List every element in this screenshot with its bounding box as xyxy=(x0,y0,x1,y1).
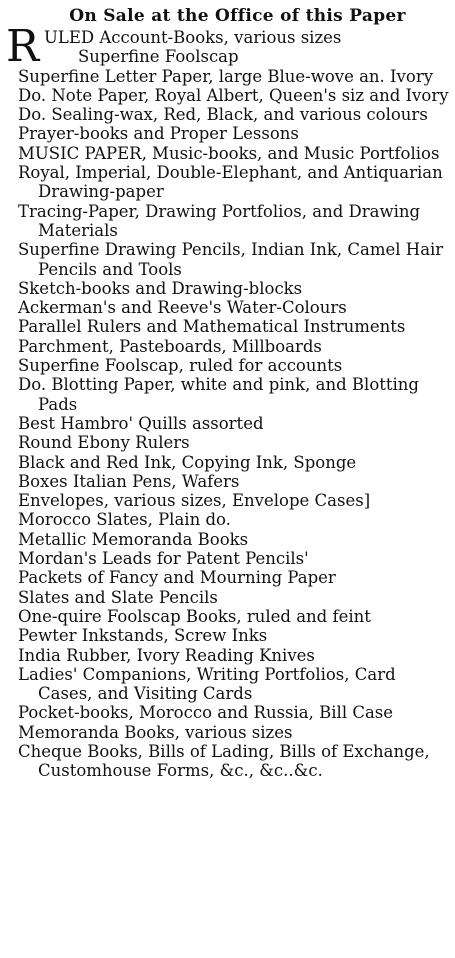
list-item: Metallic Memoranda Books xyxy=(18,529,249,549)
drop-cap: R xyxy=(6,21,40,72)
list-item: India Rubber, Ivory Reading Knives xyxy=(18,645,315,665)
list-item: Ladies' Companions, Writing Portfolios, Card Cases, and Visiting Cards xyxy=(18,664,396,704)
list-item: Pocket-books, Morocco and Russia, Bill Case xyxy=(18,703,394,723)
list-item: Superfine Drawing Pencils, Indian Ink, Camel Hair Pencils and Tools xyxy=(18,240,444,279)
list-item: Royal, Imperial, Double-Elephant, and Antiquarian Drawing-paper xyxy=(18,163,443,202)
first-line-continuation: Superfine Foolscap xyxy=(78,47,239,67)
list-item: Tracing-Paper, Drawing Portfolios, and Drawing Materials xyxy=(18,201,421,240)
list-item: Best Hambro' Quills assorted xyxy=(18,413,264,433)
list-item: Parchment, Pasteboards, Millboards xyxy=(18,336,322,356)
list-item: Morocco Slates, Plain do. xyxy=(18,510,231,530)
stationery-list xyxy=(6,21,449,781)
advert-heading: On Sale at the Office of this Paper xyxy=(69,6,406,26)
list-item: Mordan's Leads for Patent Pencils' xyxy=(18,549,309,569)
list-item: Envelopes, various sizes, Envelope Cases] xyxy=(18,491,371,511)
list-item: Prayer-books and Proper Lessons xyxy=(18,124,299,144)
list-item: Black and Red Ink, Copying Ink, Sponge xyxy=(18,452,357,472)
list-item-first xyxy=(6,21,449,72)
list-item: Packets of Fancy and Mourning Paper xyxy=(18,568,336,588)
list-item: Pewter Inkstands, Screw Inks xyxy=(18,626,268,646)
list-item: Boxes Italian Pens, Wafers xyxy=(18,471,240,491)
list-item: Parallel Rulers and Mathematical Instruments xyxy=(18,317,406,337)
list-item: Cheque Books, Bills of Lading, Bills of Exchange, Customhouse Forms, &c., &c..&c. xyxy=(18,741,430,781)
list-item: Slates and Slate Pencils xyxy=(18,587,218,607)
list-item: Ackerman's and Reeve's Water-Colours xyxy=(18,298,347,318)
list-item: Memoranda Books, various sizes xyxy=(18,722,293,742)
list-item: Do. Sealing-wax, Red, Black, and various colours xyxy=(18,105,428,125)
list-item: One-quire Foolscap Books, ruled and feint xyxy=(18,606,371,626)
list-item: Superfine Letter Paper, large Blue-wove an. Ivory xyxy=(18,66,434,86)
list-item: Superfine Foolscap, ruled for accounts xyxy=(18,356,343,376)
first-line-text: ULED Account-Books, various sizes xyxy=(44,28,342,47)
list-item: MUSIC PAPER, Music-books, and Music Portfolios xyxy=(18,143,440,163)
list-item: Round Ebony Rulers xyxy=(18,433,190,453)
list-item: Sketch-books and Drawing-blocks xyxy=(18,278,303,298)
list-item: Do. Note Paper, Royal Albert, Queen's siz and Ivory xyxy=(18,85,449,105)
list-item: Do. Blotting Paper, white and pink, and Blotting Pads xyxy=(18,375,419,414)
